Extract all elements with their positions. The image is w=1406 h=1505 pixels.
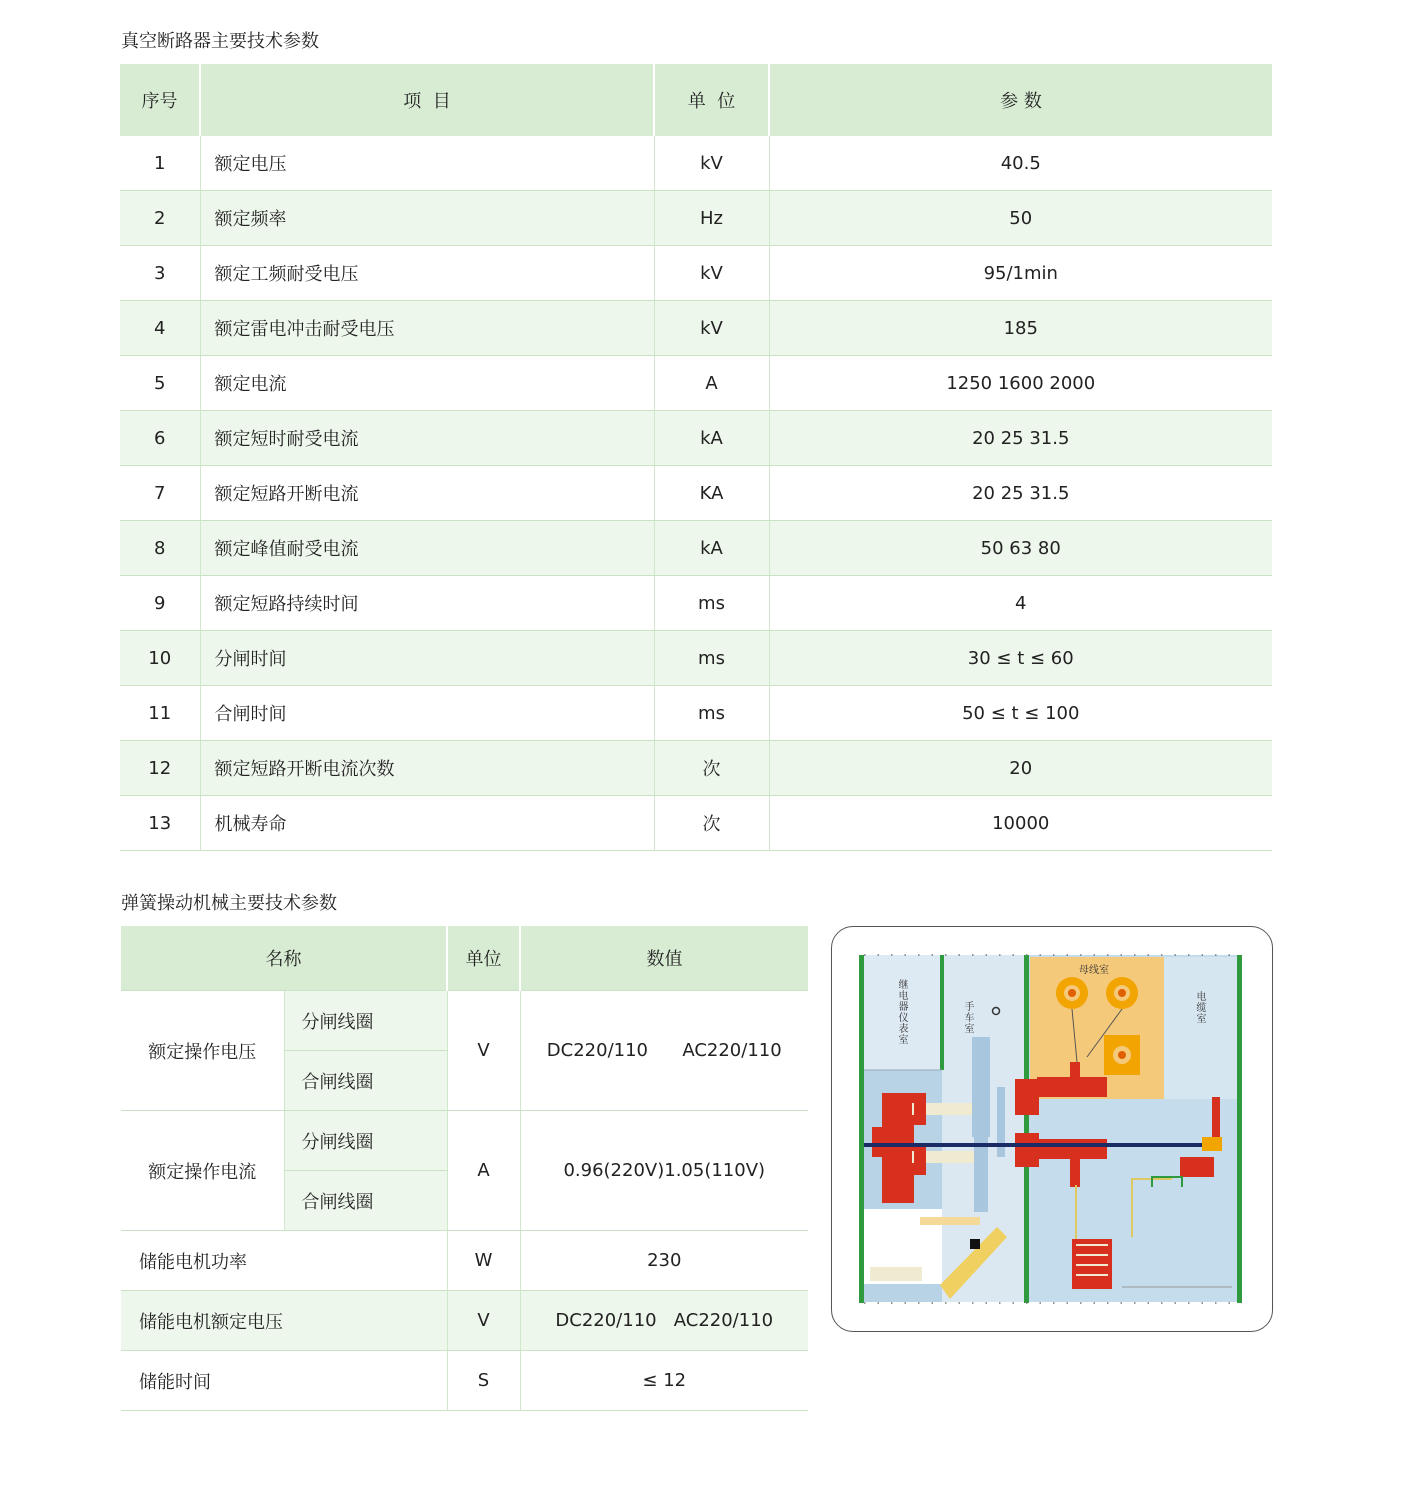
label-busbar-room: 母线室 [1079,965,1109,976]
row-value: 50 ≤ t ≤ 100 [769,686,1272,741]
table-row [120,686,1272,741]
row-value: DC220/110 AC220/110 [520,1291,808,1351]
row-value: 230 [520,1231,808,1291]
table-row [120,631,1272,686]
row-no: 4 [120,301,200,356]
row-unit: V [447,1291,520,1351]
row-unit: A [654,356,769,411]
header-value: 参 数 [769,64,1272,136]
table-row [120,301,1272,356]
row-no: 5 [120,356,200,411]
label-trolley-room: 手车室 [962,1001,973,1034]
row-unit: S [447,1351,520,1411]
switchgear-diagram [831,926,1273,1332]
row-no: 3 [120,246,200,301]
row-unit: kV [654,136,769,191]
breaker-params-table [120,64,1272,851]
row-item: 分闸时间 [200,631,654,686]
voltage-sub-close: 合闸线圈 [284,1051,447,1111]
row-unit: W [447,1231,520,1291]
row-value: 1250 1600 2000 [769,356,1272,411]
row-item: 额定短路开断电流 [200,466,654,521]
label-relay-room: 继电器仪表室 [896,979,907,1045]
header-item: 项 目 [200,64,654,136]
table-row [121,1231,808,1291]
row-name: 储能时间 [121,1351,447,1411]
row-unit: ms [654,576,769,631]
table-row [121,991,808,1051]
table-header-row [121,926,808,991]
row-no: 1 [120,136,200,191]
row-item: 额定雷电冲击耐受电压 [200,301,654,356]
current-sub-open: 分闸线圈 [284,1111,447,1171]
row-value: 50 [769,191,1272,246]
row-item: 额定工频耐受电压 [200,246,654,301]
table-row [120,246,1272,301]
header-unit: 单位 [447,926,520,991]
row-value: 50 63 80 [769,521,1272,576]
row-unit: KA [654,466,769,521]
row-name: 储能电机额定电压 [121,1291,447,1351]
row-unit: kA [654,411,769,466]
row-item: 额定电压 [200,136,654,191]
row-unit: 次 [654,741,769,796]
row-no: 2 [120,191,200,246]
row-no: 7 [120,466,200,521]
row-no: 8 [120,521,200,576]
table-row [120,466,1272,521]
row-unit: 次 [654,796,769,851]
table-row [120,576,1272,631]
table-header-row [120,64,1272,136]
row-value: 30 ≤ t ≤ 60 [769,631,1272,686]
current-unit: A [447,1111,520,1231]
row-no: 13 [120,796,200,851]
row-item: 机械寿命 [200,796,654,851]
voltage-value: DC220/110 AC220/110 [520,991,808,1111]
table-row [121,1351,808,1411]
row-value: ≤ 12 [520,1351,808,1411]
section2-title: 弹簧操动机械主要技术参数 [121,893,337,914]
row-value: 185 [769,301,1272,356]
row-value: 20 25 31.5 [769,411,1272,466]
row-item: 额定短时耐受电流 [200,411,654,466]
voltage-sub-open: 分闸线圈 [284,991,447,1051]
row-value: 20 25 31.5 [769,466,1272,521]
table-row [120,796,1272,851]
header-value: 数值 [520,926,808,991]
table-row [120,136,1272,191]
row-value: 20 [769,741,1272,796]
row-unit: Hz [654,191,769,246]
row-unit: kV [654,246,769,301]
voltage-unit: V [447,991,520,1111]
mechanism-params-table [121,926,808,1411]
current-name: 额定操作电流 [121,1111,284,1231]
row-name: 储能电机功率 [121,1231,447,1291]
current-sub-close: 合闸线圈 [284,1171,447,1231]
table-row [120,356,1272,411]
row-item: 额定短路开断电流次数 [200,741,654,796]
row-unit: ms [654,631,769,686]
row-unit: ms [654,686,769,741]
row-value: 4 [769,576,1272,631]
row-value: 40.5 [769,136,1272,191]
row-unit: kA [654,521,769,576]
label-cable-room: 电缆室 [1194,991,1205,1024]
row-value: 95/1min [769,246,1272,301]
row-no: 6 [120,411,200,466]
row-item: 额定短路持续时间 [200,576,654,631]
row-no: 11 [120,686,200,741]
row-value: 10000 [769,796,1272,851]
row-no: 10 [120,631,200,686]
header-no: 序号 [120,64,200,136]
table-row [120,521,1272,576]
row-item: 额定峰值耐受电流 [200,521,654,576]
table-row [121,1111,808,1171]
row-item: 额定频率 [200,191,654,246]
row-no: 9 [120,576,200,631]
table-row [120,411,1272,466]
header-unit: 单 位 [654,64,769,136]
voltage-name: 额定操作电压 [121,991,284,1111]
row-item: 合闸时间 [200,686,654,741]
table-row [120,191,1272,246]
row-item: 额定电流 [200,356,654,411]
table-row [121,1291,808,1351]
header-name: 名称 [121,926,447,991]
table-row [120,741,1272,796]
current-value: 0.96(220V)1.05(110V) [520,1111,808,1231]
section1-title: 真空断路器主要技术参数 [121,31,319,52]
row-unit: kV [654,301,769,356]
row-no: 12 [120,741,200,796]
